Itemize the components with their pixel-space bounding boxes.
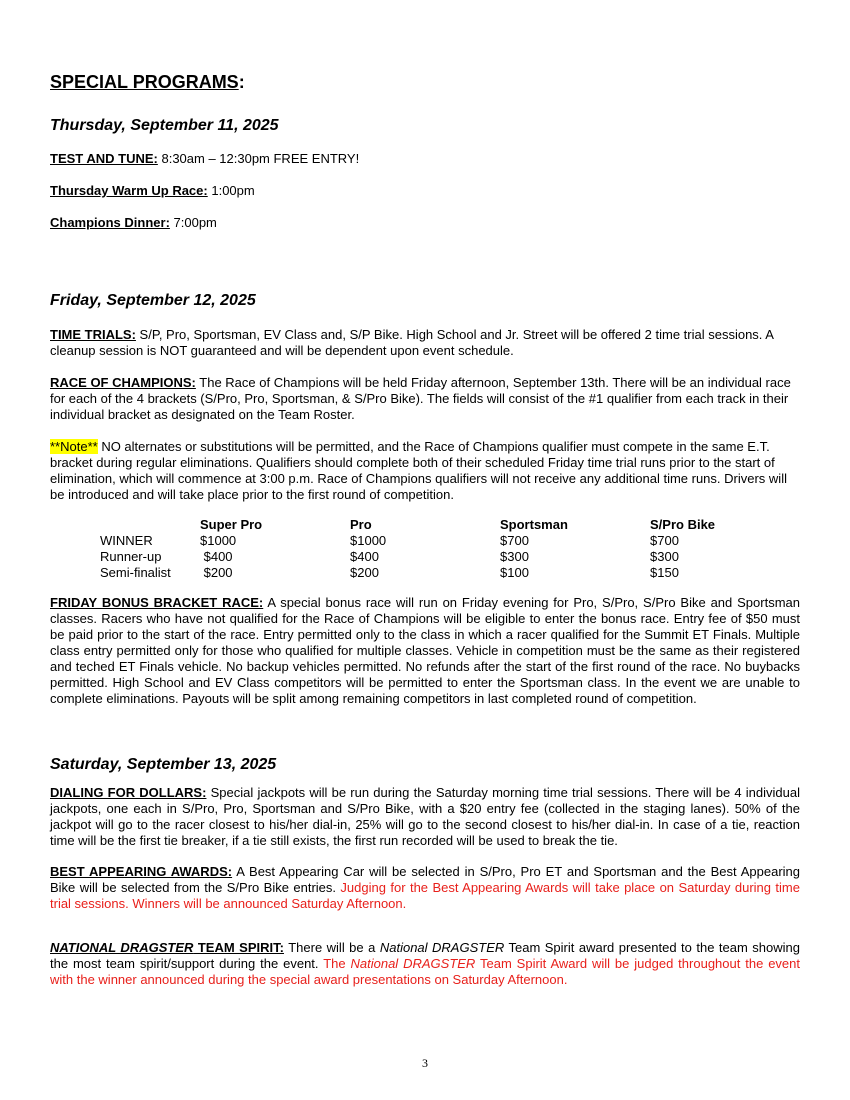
note-highlight: **Note**	[50, 439, 98, 454]
prize-cell: WINNER	[100, 533, 153, 548]
race-of-champions: RACE OF CHAMPIONS: The Race of Champions will be held Friday afternoon, September 13th. There will be an individual race for each of the 4 brackets (S/Pro, Pro, Sportsman, & S/Pro Bike). The fields will consist of the #1 qualifier from each track in their individual bracket as designated on the Team Roster.	[50, 375, 791, 422]
dialing-for-dollars: DIALING FOR DOLLARS: Special jackpots will be run during the Saturday morning time trial sessions. There will be 4 individual jackpots, one each in S/Pro, Pro, Sportsman and S/Pro Bike, with a $20 entry fee (collected in the staging lanes). 50% of the jackpot will go to the racer closest to his/her dial-in, 25% will go to the second closest to his/her dial-in. In case of a tie, reaction time will be the first tie breaker, if a tie still exists, the first run recorded will be used to break the tie.	[50, 785, 800, 848]
prize-cell: $1000	[200, 533, 237, 548]
page-number: 3	[422, 1056, 428, 1070]
prize-cell: $400	[200, 549, 233, 564]
prize-header-cell: Pro	[350, 517, 372, 532]
prize-cell: $700	[650, 533, 679, 548]
prize-cell: $150	[650, 565, 679, 580]
table-row	[100, 565, 760, 581]
time-trials: TIME TRIALS: S/P, Pro, Sportsman, EV Class and, S/P Bike. High School and Jr. Street will be offered 2 time trial sessions. A cleanup session is NOT guaranteed and will be dependent upon event schedule.	[50, 327, 774, 358]
prize-header-cell	[100, 517, 200, 533]
roc-note: **Note** NO alternates or substitutions will be permitted, and the Race of Champions qualifier must compete in the same E.T. bracket during regular eliminations. Qualifiers should complete both of their scheduled Friday time trial runs prior to the start of elimination, which will commence at 3:00 p.m. Race of Champions qualifiers will not receive any additional time runs. Drivers will be introduced and will take place prior to the first round of competition.	[50, 439, 787, 502]
prize-cell: $300	[650, 549, 679, 564]
table-row	[100, 549, 760, 565]
prize-cell: $200	[350, 565, 379, 580]
thursday-heading: Thursday, September 11, 2025	[50, 117, 279, 134]
prize-cell: $300	[500, 549, 529, 564]
test-and-tune: TEST AND TUNE: 8:30am – 12:30pm FREE ENTRY!	[50, 151, 360, 166]
team-spirit: NATIONAL DRAGSTER TEAM SPIRIT: There will be a National DRAGSTER Team Spirit award presented to the team showing the most team spirit/support during the event. The National DRAGSTER Team Spirit Award will be judged throughout the event with the winner announced during the special award presentations on Saturday Afternoon.	[50, 940, 801, 987]
prize-cell: Semi-finalist	[100, 565, 171, 580]
prize-table-header-row	[100, 517, 760, 533]
prize-cell: $1000	[350, 533, 387, 548]
prize-cell: $400	[350, 549, 379, 564]
page-title: SPECIAL PROGRAMS:	[50, 72, 245, 92]
prize-cell: Runner-up	[100, 549, 162, 564]
prize-cell: $200	[200, 565, 233, 580]
prize-cell: $700	[500, 533, 529, 548]
table-row	[100, 533, 760, 549]
prize-cell: $100	[500, 565, 529, 580]
friday-heading: Friday, September 12, 2025	[50, 292, 256, 309]
prize-table	[100, 517, 760, 581]
best-appearing-awards: BEST APPEARING AWARDS: A Best Appearing Car will be selected in S/Pro, Pro ET and Sportsman and the Best Appearing Bike will be selected from the S/Pro Bike entries. Judging for the Best Appearing Awards will take place on Saturday during time trial sessions. Winners will be announced Saturday Afternoon.	[50, 864, 800, 911]
prize-header-cell: Sportsman	[500, 517, 568, 532]
saturday-heading: Saturday, September 13, 2025	[50, 756, 277, 773]
prize-header-cell: Super Pro	[200, 517, 263, 532]
champions-dinner: Champions Dinner: 7:00pm	[50, 215, 217, 230]
friday-bonus-bracket-race: FRIDAY BONUS BRACKET RACE: A special bonus race will run on Friday evening for Pro, S/Pro, S/Pro Bike and Sportsman classes. Racers who have not qualified for the Race of Champions will be eligible to enter the bonus race. Entry fee of $50 must be paid prior to the start of the race. Entry permitted only to the class in which a racer qualified for the Summit ET Finals. Multiple class entry permitted only for those who qualified for multiple classes. Vehicle in competition must be the same as their registered and teched ET Finals vehicle. No backup vehicles permitted. No refunds after the start of the first round of the race. No buybacks permitted. High School and EV Class competitors will be permitted to enter the Sportsman class. In the event we are unable to complete eliminations. Payouts will be split among remaining competitors in last completed round of competition.	[50, 595, 800, 706]
prize-header-cell: S/Pro Bike	[650, 517, 716, 532]
warm-up-race: Thursday Warm Up Race: 1:00pm	[50, 183, 255, 198]
